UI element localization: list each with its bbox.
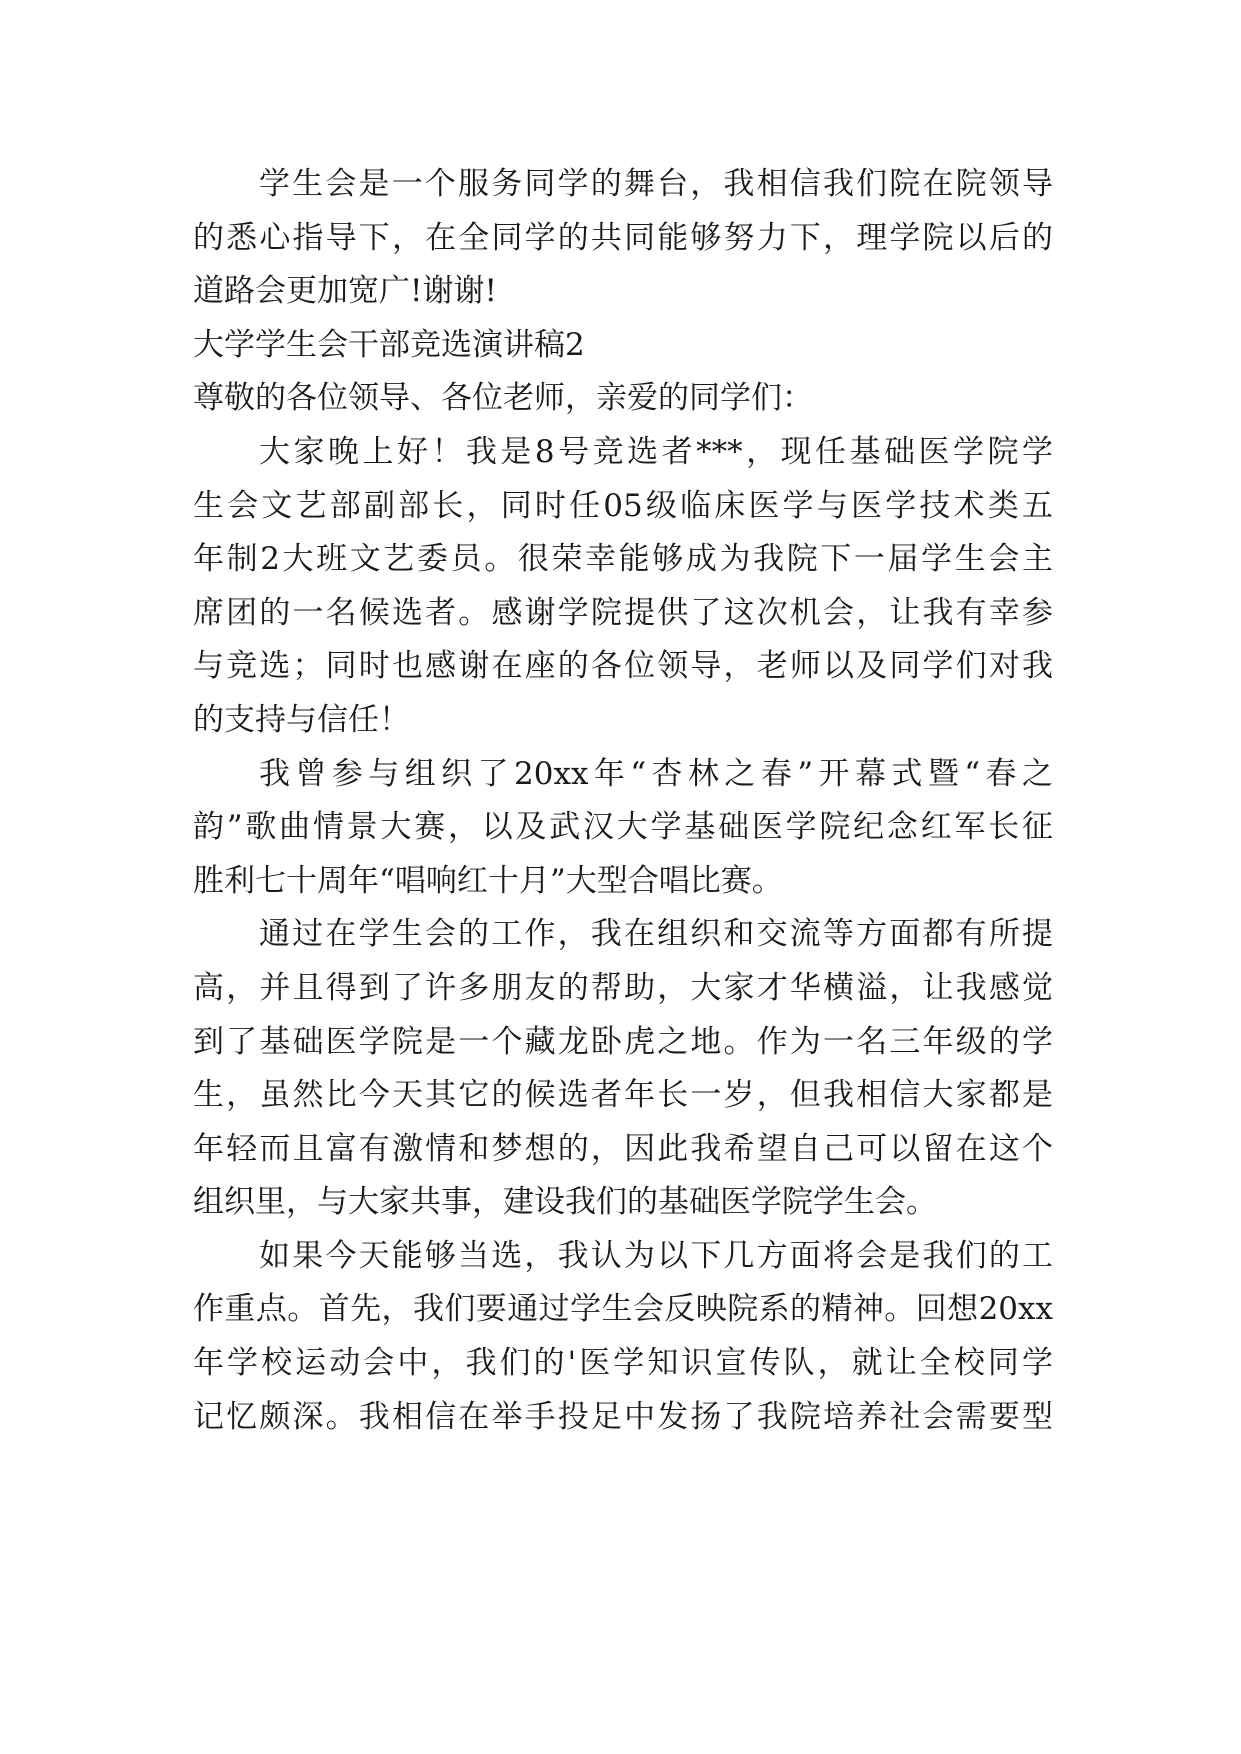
text-line: 生会文艺部副部长，同时任05级临床医学与医学技术类五 bbox=[193, 487, 1053, 524]
text-line: 我曾参与组织了20xx年“杏林之春”开幕式暨“春之 bbox=[259, 755, 1053, 792]
text-line: 韵”歌曲情景大赛，以及武汉大学基础医学院纪念红军长征 bbox=[193, 809, 1053, 846]
text-line: 胜利七十周年“唱响红十月”大型合唱比赛。 bbox=[193, 862, 783, 899]
text-line: 的悉心指导下，在全同学的共同能够努力下，理学院以后的 bbox=[193, 219, 1053, 256]
text-line: 通过在学生会的工作，我在组织和交流等方面都有所提 bbox=[259, 916, 1053, 953]
paragraph-closing-remarks bbox=[193, 158, 1053, 319]
text-line: 年制2大班文艺委员。很荣幸能够成为我院下一届学生会主 bbox=[193, 541, 1053, 578]
salutation: 尊敬的各位领导、各位老师，亲爱的同学们： bbox=[193, 380, 813, 417]
text-line: 到了基础医学院是一个藏龙卧虎之地。作为一名三年级的学 bbox=[193, 1023, 1053, 1060]
text-line: 作重点。首先，我们要通过学生会反映院系的精神。回想20xx bbox=[193, 1291, 1053, 1328]
text-line: 席团的一名候选者。感谢学院提供了这次机会，让我有幸参 bbox=[193, 594, 1053, 631]
text-line: 道路会更加宽广!谢谢! bbox=[193, 273, 497, 310]
text-line: 生，虽然比今天其它的候选者年长一岁，但我相信大家都是 bbox=[193, 1077, 1053, 1114]
text-line: 年轻而且富有激情和梦想的，因此我希望自己可以留在这个 bbox=[193, 1130, 1053, 1167]
text-line: 年学校运动会中，我们的'医学知识宣传队，就让全校同学 bbox=[193, 1345, 1053, 1382]
paragraph-work-reflection bbox=[193, 908, 1053, 1230]
text-line: 的支持与信任！ bbox=[193, 701, 410, 738]
text-line: 组织里，与大家共事，建设我们的基础医学院学生会。 bbox=[193, 1184, 937, 1221]
text-line: 与竞选；同时也感谢在座的各位领导，老师以及同学们对我 bbox=[193, 648, 1053, 685]
speech-title: 大学学生会干部竞选演讲稿2 bbox=[193, 326, 585, 363]
document-body bbox=[193, 158, 1053, 1444]
text-line: 记忆颇深。我相信在举手投足中发扬了我院培养社会需要型 bbox=[193, 1398, 1053, 1435]
paragraph-experience bbox=[193, 748, 1053, 909]
text-line: 大家晚上好！我是8号竞选者***，现任基础医学院学 bbox=[259, 433, 1053, 470]
paragraph-work-plan bbox=[193, 1230, 1053, 1444]
paragraph-introduction bbox=[193, 426, 1053, 748]
text-line: 学生会是一个服务同学的舞台，我相信我们院在院领导 bbox=[259, 166, 1053, 202]
text-line: 如果今天能够当选，我认为以下几方面将会是我们的工 bbox=[259, 1237, 1053, 1274]
text-line: 高，并且得到了许多朋友的帮助，大家才华横溢，让我感觉 bbox=[193, 969, 1053, 1006]
